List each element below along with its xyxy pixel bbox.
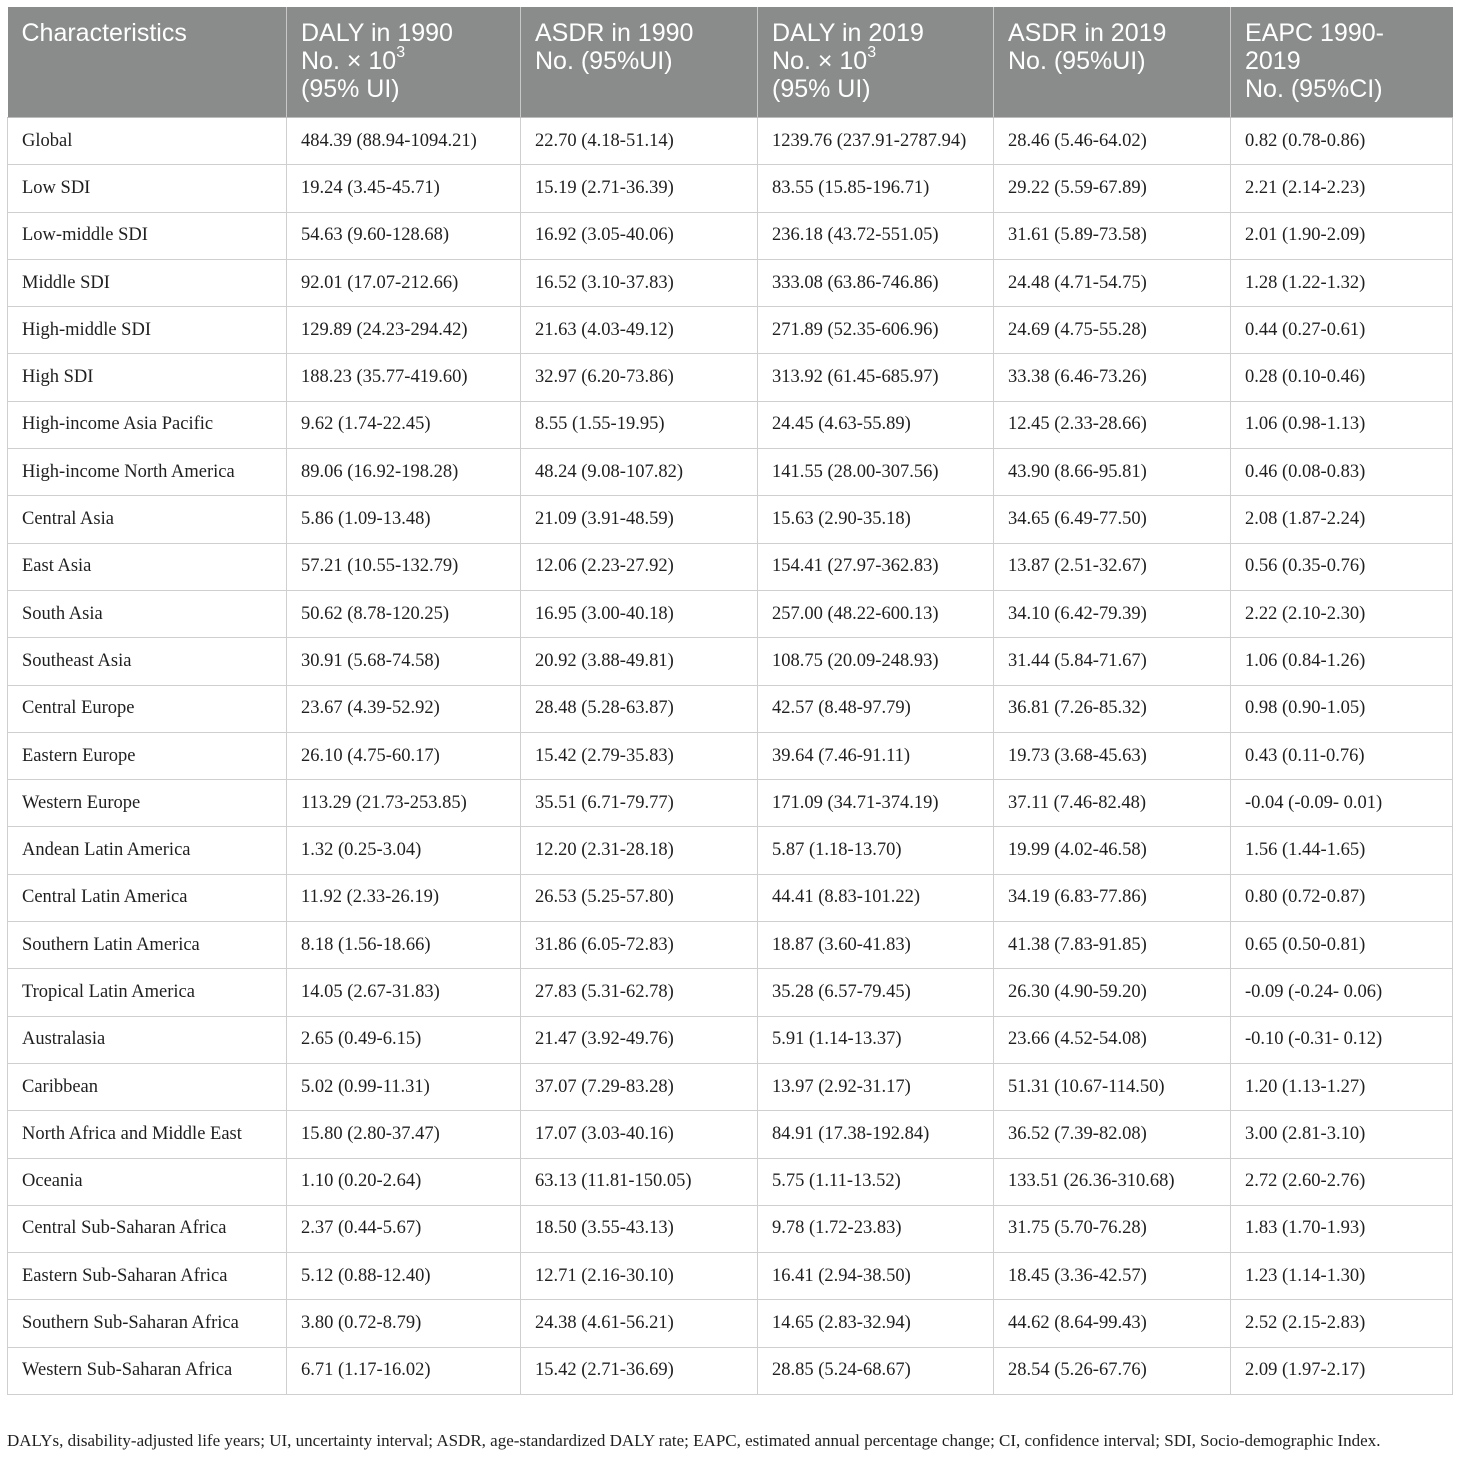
table-footnote: DALYs, disability-adjusted life years; UI, uncertainty interval; ASDR, age-standardized DALY rate; EAPC, estimated annual percentage change; CI, confidence interval; SDI, Socio-demographic Index. <box>7 1431 1381 1450</box>
table-cell: 33.38 (6.46-73.26) <box>994 354 1231 401</box>
table-row <box>8 1253 1453 1300</box>
table-cell: 3.00 (2.81-3.10) <box>1231 1111 1453 1158</box>
table-cell: 37.11 (7.46-82.48) <box>994 780 1231 827</box>
table-cell: 48.24 (9.08-107.82) <box>521 449 758 496</box>
table-cell: 1.06 (0.84-1.26) <box>1231 638 1453 685</box>
table-cell: 27.83 (5.31-62.78) <box>521 969 758 1016</box>
table-cell: 13.87 (2.51-32.67) <box>994 543 1231 590</box>
table-row <box>8 118 1453 165</box>
row-label-cell: North Africa and Middle East <box>8 1111 287 1158</box>
column-header-line: No. (95%CI) <box>1245 75 1383 103</box>
table-cell: 24.48 (4.71-54.75) <box>994 259 1231 306</box>
table-cell: 34.65 (6.49-77.50) <box>994 496 1231 543</box>
table-cell: 30.91 (5.68-74.58) <box>287 638 521 685</box>
table-cell: 16.41 (2.94-38.50) <box>758 1253 994 1300</box>
table-cell: 14.65 (2.83-32.94) <box>758 1300 994 1347</box>
row-label-cell: Andean Latin America <box>8 827 287 874</box>
row-label-cell: Eastern Sub-Saharan Africa <box>8 1253 287 1300</box>
table-cell: 36.81 (7.26-85.32) <box>994 685 1231 732</box>
table-cell: 16.95 (3.00-40.18) <box>521 590 758 637</box>
data-table-container <box>7 7 1452 1395</box>
table-cell: 19.73 (3.68-45.63) <box>994 732 1231 779</box>
table-cell: 108.75 (20.09-248.93) <box>758 638 994 685</box>
table-cell: 34.10 (6.42-79.39) <box>994 590 1231 637</box>
row-label-cell: Southern Sub-Saharan Africa <box>8 1300 287 1347</box>
table-cell: 29.22 (5.59-67.89) <box>994 165 1231 212</box>
table-cell: 0.98 (0.90-1.05) <box>1231 685 1453 732</box>
row-label-cell: East Asia <box>8 543 287 590</box>
column-header-line: No. (95%UI) <box>1008 47 1146 75</box>
column-header-daly-1990 <box>287 7 521 118</box>
table-cell: 11.92 (2.33-26.19) <box>287 874 521 921</box>
table-cell: 34.19 (6.83-77.86) <box>994 874 1231 921</box>
table-cell: 484.39 (88.94-1094.21) <box>287 118 521 165</box>
table-cell: 31.44 (5.84-71.67) <box>994 638 1231 685</box>
table-row <box>8 685 1453 732</box>
table-cell: 0.46 (0.08-0.83) <box>1231 449 1453 496</box>
row-label-cell: High-income North America <box>8 449 287 496</box>
table-cell: -0.09 (-0.24- 0.06) <box>1231 969 1453 1016</box>
row-label-cell: Western Europe <box>8 780 287 827</box>
table-row <box>8 1111 1453 1158</box>
table-row <box>8 354 1453 401</box>
column-header-line: ASDR in 1990 <box>535 19 694 47</box>
column-header-line: No. (95%UI) <box>535 47 673 75</box>
table-cell: 1.56 (1.44-1.65) <box>1231 827 1453 874</box>
table-cell: 2.37 (0.44-5.67) <box>287 1205 521 1252</box>
table-cell: 1.28 (1.22-1.32) <box>1231 259 1453 306</box>
table-cell: 63.13 (11.81-150.05) <box>521 1158 758 1205</box>
table-cell: 12.45 (2.33-28.66) <box>994 401 1231 448</box>
row-label-cell: Oceania <box>8 1158 287 1205</box>
table-cell: 1.10 (0.20-2.64) <box>287 1158 521 1205</box>
table-cell: 92.01 (17.07-212.66) <box>287 259 521 306</box>
table-cell: 83.55 (15.85-196.71) <box>758 165 994 212</box>
table-row <box>8 780 1453 827</box>
table-cell: 21.47 (3.92-49.76) <box>521 1016 758 1063</box>
table-cell: 26.10 (4.75-60.17) <box>287 732 521 779</box>
table-cell: 5.91 (1.14-13.37) <box>758 1016 994 1063</box>
table-cell: 16.92 (3.05-40.06) <box>521 212 758 259</box>
table-cell: 24.45 (4.63-55.89) <box>758 401 994 448</box>
table-cell: 236.18 (43.72-551.05) <box>758 212 994 259</box>
table-cell: 2.21 (2.14-2.23) <box>1231 165 1453 212</box>
table-cell: 0.65 (0.50-0.81) <box>1231 922 1453 969</box>
table-cell: 12.71 (2.16-30.10) <box>521 1253 758 1300</box>
table-cell: 16.52 (3.10-37.83) <box>521 259 758 306</box>
column-header-line <box>301 43 506 75</box>
table-cell: 5.87 (1.18-13.70) <box>758 827 994 874</box>
table-cell: 1.20 (1.13-1.27) <box>1231 1063 1453 1110</box>
row-label-cell: Central Sub-Saharan Africa <box>8 1205 287 1252</box>
column-header-line: DALY in 1990 <box>301 19 453 47</box>
table-cell: 1.32 (0.25-3.04) <box>287 827 521 874</box>
table-cell: 24.69 (4.75-55.28) <box>994 307 1231 354</box>
table-cell: 28.85 (5.24-68.67) <box>758 1347 994 1394</box>
column-header-line: ASDR in 2019 <box>1008 19 1167 47</box>
table-cell: 2.08 (1.87-2.24) <box>1231 496 1453 543</box>
table-cell: 0.56 (0.35-0.76) <box>1231 543 1453 590</box>
column-header-line: Characteristics <box>21 19 187 47</box>
table-cell: 113.29 (21.73-253.85) <box>287 780 521 827</box>
table-cell: 2.65 (0.49-6.15) <box>287 1016 521 1063</box>
table-cell: 24.38 (4.61-56.21) <box>521 1300 758 1347</box>
table-cell: 26.53 (5.25-57.80) <box>521 874 758 921</box>
table-cell: 28.48 (5.28-63.87) <box>521 685 758 732</box>
column-header-line: 2019 <box>1245 47 1301 75</box>
table-cell: 3.80 (0.72-8.79) <box>287 1300 521 1347</box>
table-cell: 31.61 (5.89-73.58) <box>994 212 1231 259</box>
row-label-cell: Tropical Latin America <box>8 969 287 1016</box>
table-cell: 54.63 (9.60-128.68) <box>287 212 521 259</box>
row-label-cell: Southern Latin America <box>8 922 287 969</box>
table-cell: -0.10 (-0.31- 0.12) <box>1231 1016 1453 1063</box>
table-cell: 37.07 (7.29-83.28) <box>521 1063 758 1110</box>
table-cell: 23.66 (4.52-54.08) <box>994 1016 1231 1063</box>
table-cell: 26.30 (4.90-59.20) <box>994 969 1231 1016</box>
column-header-line: (95% UI) <box>772 75 871 103</box>
table-row <box>8 307 1453 354</box>
table-cell: 15.63 (2.90-35.18) <box>758 496 994 543</box>
table-cell: 0.43 (0.11-0.76) <box>1231 732 1453 779</box>
column-header-text: No. × 10 <box>301 47 397 75</box>
header-row <box>8 7 1453 118</box>
table-cell: 41.38 (7.83-91.85) <box>994 922 1231 969</box>
table-row <box>8 401 1453 448</box>
table-cell: 50.62 (8.78-120.25) <box>287 590 521 637</box>
table-header <box>8 7 1453 118</box>
table-cell: 171.09 (34.71-374.19) <box>758 780 994 827</box>
table-cell: 0.44 (0.27-0.61) <box>1231 307 1453 354</box>
column-header-line <box>772 43 979 75</box>
row-label-cell: High-income Asia Pacific <box>8 401 287 448</box>
table-cell: 14.05 (2.67-31.83) <box>287 969 521 1016</box>
table-cell: 36.52 (7.39-82.08) <box>994 1111 1231 1158</box>
row-label-cell: High-middle SDI <box>8 307 287 354</box>
row-label-cell: Central Europe <box>8 685 287 732</box>
table-cell: 84.91 (17.38-192.84) <box>758 1111 994 1158</box>
row-label-cell: South Asia <box>8 590 287 637</box>
table-cell: 89.06 (16.92-198.28) <box>287 449 521 496</box>
table-cell: 2.22 (2.10-2.30) <box>1231 590 1453 637</box>
table-cell: 2.01 (1.90-2.09) <box>1231 212 1453 259</box>
table-cell: 15.42 (2.71-36.69) <box>521 1347 758 1394</box>
table-cell: 22.70 (4.18-51.14) <box>521 118 758 165</box>
table-cell: 15.80 (2.80-37.47) <box>287 1111 521 1158</box>
daly-table <box>7 7 1453 1395</box>
table-row <box>8 165 1453 212</box>
table-cell: 31.86 (6.05-72.83) <box>521 922 758 969</box>
table-cell: 8.55 (1.55-19.95) <box>521 401 758 448</box>
table-row <box>8 732 1453 779</box>
table-row <box>8 827 1453 874</box>
table-cell: 5.75 (1.11-13.52) <box>758 1158 994 1205</box>
table-cell: 271.89 (52.35-606.96) <box>758 307 994 354</box>
table-cell: 43.90 (8.66-95.81) <box>994 449 1231 496</box>
superscript-exponent: 3 <box>396 43 406 61</box>
table-cell: 129.89 (24.23-294.42) <box>287 307 521 354</box>
column-header-text: No. × 10 <box>772 47 868 75</box>
table-cell: 1.06 (0.98-1.13) <box>1231 401 1453 448</box>
column-header-characteristics <box>8 7 287 118</box>
table-cell: 31.75 (5.70-76.28) <box>994 1205 1231 1252</box>
table-cell: 0.82 (0.78-0.86) <box>1231 118 1453 165</box>
table-cell: 20.92 (3.88-49.81) <box>521 638 758 685</box>
table-cell: 17.07 (3.03-40.16) <box>521 1111 758 1158</box>
table-cell: 51.31 (10.67-114.50) <box>994 1063 1231 1110</box>
row-label-cell: Low SDI <box>8 165 287 212</box>
table-row <box>8 1347 1453 1394</box>
table-cell: 21.09 (3.91-48.59) <box>521 496 758 543</box>
table-cell: 154.41 (27.97-362.83) <box>758 543 994 590</box>
table-cell: 21.63 (4.03-49.12) <box>521 307 758 354</box>
table-cell: 23.67 (4.39-52.92) <box>287 685 521 732</box>
table-cell: 15.42 (2.79-35.83) <box>521 732 758 779</box>
table-cell: 2.09 (1.97-2.17) <box>1231 1347 1453 1394</box>
table-cell: -0.04 (-0.09- 0.01) <box>1231 780 1453 827</box>
table-cell: 5.02 (0.99-11.31) <box>287 1063 521 1110</box>
table-cell: 2.52 (2.15-2.83) <box>1231 1300 1453 1347</box>
column-header-asdr-2019 <box>994 7 1231 118</box>
table-row <box>8 496 1453 543</box>
table-body <box>8 118 1453 1395</box>
row-label-cell: Central Asia <box>8 496 287 543</box>
table-cell: 5.86 (1.09-13.48) <box>287 496 521 543</box>
table-cell: 9.78 (1.72-23.83) <box>758 1205 994 1252</box>
table-cell: 18.87 (3.60-41.83) <box>758 922 994 969</box>
row-label-cell: Southeast Asia <box>8 638 287 685</box>
table-row <box>8 212 1453 259</box>
row-label-cell: Central Latin America <box>8 874 287 921</box>
table-row <box>8 638 1453 685</box>
table-cell: 15.19 (2.71-36.39) <box>521 165 758 212</box>
table-cell: 313.92 (61.45-685.97) <box>758 354 994 401</box>
column-header-line: DALY in 2019 <box>772 19 924 47</box>
table-cell: 188.23 (35.77-419.60) <box>287 354 521 401</box>
table-cell: 57.21 (10.55-132.79) <box>287 543 521 590</box>
column-header-line: EAPC 1990- <box>1245 19 1384 47</box>
column-header-line: (95% UI) <box>301 75 400 103</box>
table-cell: 1239.76 (237.91-2787.94) <box>758 118 994 165</box>
table-cell: 35.28 (6.57-79.45) <box>758 969 994 1016</box>
superscript-exponent: 3 <box>867 43 877 61</box>
table-cell: 19.99 (4.02-46.58) <box>994 827 1231 874</box>
row-label-cell: Middle SDI <box>8 259 287 306</box>
table-cell: 32.97 (6.20-73.86) <box>521 354 758 401</box>
table-cell: 133.51 (26.36-310.68) <box>994 1158 1231 1205</box>
table-row <box>8 874 1453 921</box>
table-row <box>8 449 1453 496</box>
table-cell: 8.18 (1.56-18.66) <box>287 922 521 969</box>
row-label-cell: Low-middle SDI <box>8 212 287 259</box>
column-header-asdr-1990 <box>521 7 758 118</box>
table-cell: 1.23 (1.14-1.30) <box>1231 1253 1453 1300</box>
column-header-eapc-1990-2019 <box>1231 7 1453 118</box>
table-cell: 333.08 (63.86-746.86) <box>758 259 994 306</box>
table-cell: 35.51 (6.71-79.77) <box>521 780 758 827</box>
table-cell: 18.50 (3.55-43.13) <box>521 1205 758 1252</box>
table-row <box>8 969 1453 1016</box>
table-cell: 9.62 (1.74-22.45) <box>287 401 521 448</box>
table-cell: 18.45 (3.36-42.57) <box>994 1253 1231 1300</box>
row-label-cell: Eastern Europe <box>8 732 287 779</box>
row-label-cell: Western Sub-Saharan Africa <box>8 1347 287 1394</box>
table-row <box>8 259 1453 306</box>
table-row <box>8 543 1453 590</box>
table-cell: 19.24 (3.45-45.71) <box>287 165 521 212</box>
table-cell: 1.83 (1.70-1.93) <box>1231 1205 1453 1252</box>
table-row <box>8 1158 1453 1205</box>
table-row <box>8 1016 1453 1063</box>
table-row <box>8 1063 1453 1110</box>
table-cell: 44.62 (8.64-99.43) <box>994 1300 1231 1347</box>
table-cell: 42.57 (8.48-97.79) <box>758 685 994 732</box>
table-cell: 12.20 (2.31-28.18) <box>521 827 758 874</box>
table-cell: 141.55 (28.00-307.56) <box>758 449 994 496</box>
table-cell: 28.54 (5.26-67.76) <box>994 1347 1231 1394</box>
table-cell: 44.41 (8.83-101.22) <box>758 874 994 921</box>
row-label-cell: Global <box>8 118 287 165</box>
table-cell: 0.80 (0.72-0.87) <box>1231 874 1453 921</box>
table-cell: 0.28 (0.10-0.46) <box>1231 354 1453 401</box>
table-cell: 2.72 (2.60-2.76) <box>1231 1158 1453 1205</box>
row-label-cell: Australasia <box>8 1016 287 1063</box>
table-cell: 5.12 (0.88-12.40) <box>287 1253 521 1300</box>
table-cell: 13.97 (2.92-31.17) <box>758 1063 994 1110</box>
table-cell: 28.46 (5.46-64.02) <box>994 118 1231 165</box>
table-row <box>8 1205 1453 1252</box>
table-row <box>8 922 1453 969</box>
table-cell: 6.71 (1.17-16.02) <box>287 1347 521 1394</box>
table-row <box>8 590 1453 637</box>
row-label-cell: High SDI <box>8 354 287 401</box>
row-label-cell: Caribbean <box>8 1063 287 1110</box>
table-row <box>8 1300 1453 1347</box>
table-cell: 257.00 (48.22-600.13) <box>758 590 994 637</box>
table-cell: 12.06 (2.23-27.92) <box>521 543 758 590</box>
table-cell: 39.64 (7.46-91.11) <box>758 732 994 779</box>
column-header-daly-2019 <box>758 7 994 118</box>
